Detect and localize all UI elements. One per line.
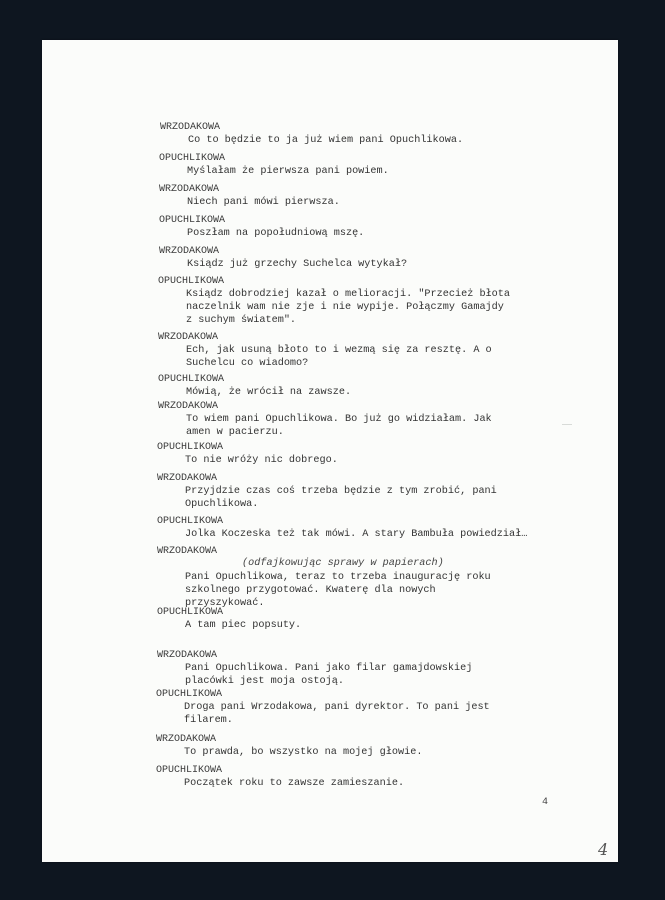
dialogue-text bbox=[185, 662, 472, 688]
dialogue-line: przyszykować. bbox=[185, 598, 265, 610]
dialogue-line: z suchym światem". bbox=[186, 315, 297, 327]
dialogue-line: filarem. bbox=[184, 715, 233, 727]
dialogue-line: Myślałam że pierwsza pani powiem. bbox=[187, 166, 389, 177]
dialogue-text bbox=[186, 344, 492, 370]
speaker-name: OPUCHLIKOWA bbox=[159, 215, 226, 226]
speaker-name: WRZODAKOWA bbox=[159, 184, 220, 195]
dialogue-text bbox=[185, 528, 527, 541]
dialogue-text bbox=[186, 413, 492, 439]
dialogue-line: Ksiądz dobrodziej kazał o melioracji. "Przecież błota bbox=[186, 289, 511, 300]
dialogue-text bbox=[186, 288, 510, 328]
dialogue-line: Ech, jak usuną błoto to i wezmą się za resztę. A o bbox=[186, 345, 492, 356]
dialogue-line: Pani Opuchlikowa. Pani jako filar gamajdowskiej bbox=[185, 663, 473, 674]
margin-tick bbox=[562, 424, 572, 425]
dialogue-text bbox=[185, 571, 491, 611]
speaker-name: WRZODAKOWA bbox=[156, 734, 217, 745]
speaker-name: OPUCHLIKOWA bbox=[156, 765, 223, 776]
dialogue-line: To wiem pani Opuchlikowa. Bo już go widziałam. Jak bbox=[186, 414, 492, 425]
dialogue-line: placówki jest moja ostoją. bbox=[185, 676, 344, 688]
dialogue-text bbox=[186, 386, 351, 399]
dialogue-line: szkolnego przygotować. Kwaterę dla nowych bbox=[185, 585, 436, 597]
dialogue-text bbox=[185, 454, 338, 467]
speaker-name: WRZODAKOWA bbox=[158, 401, 219, 412]
dialogue-line: Opuchlikowa. bbox=[185, 499, 259, 511]
dialogue-text bbox=[184, 701, 490, 727]
speaker-name: WRZODAKOWA bbox=[157, 546, 218, 557]
speaker-name: WRZODAKOWA bbox=[160, 122, 221, 133]
dialogue-line: Suchelcu co wiadomo? bbox=[186, 358, 309, 370]
dialogue-line: Początek roku to zawsze zamieszanie. bbox=[184, 778, 405, 789]
dialogue-line: Co to będzie to ja już wiem pani Opuchlikowa. bbox=[188, 135, 464, 146]
dialogue-line: Pani Opuchlikowa, teraz to trzeba inaugurację roku bbox=[185, 572, 491, 583]
dialogue-line: naczelnik wam nie zje i nie wypije. Połączmy Gamajdy bbox=[186, 302, 504, 314]
speaker-name: OPUCHLIKOWA bbox=[159, 153, 226, 164]
speaker-name: WRZODAKOWA bbox=[158, 332, 219, 343]
stage-direction: (odfajkowując sprawy w papierach) bbox=[242, 558, 444, 569]
dialogue-text bbox=[188, 134, 463, 147]
speaker-name: WRZODAKOWA bbox=[157, 473, 218, 484]
dialogue-text bbox=[187, 196, 340, 209]
dialogue-line: Przyjdzie czas coś trzeba będzie z tym zrobić, pani bbox=[185, 486, 497, 497]
dialogue-line: A tam piec popsuty. bbox=[185, 620, 302, 631]
dialogue-line: Droga pani Wrzodakowa, pani dyrektor. To pani jest bbox=[184, 702, 490, 713]
speaker-name: WRZODAKOWA bbox=[157, 650, 218, 661]
dialogue-line: Mówią, że wrócił na zawsze. bbox=[186, 387, 352, 398]
dialogue-line: amen w pacierzu. bbox=[186, 427, 284, 439]
dialogue-line: To nie wróży nic dobrego. bbox=[185, 455, 338, 466]
dialogue-text bbox=[185, 485, 497, 511]
page-number: 4 bbox=[542, 797, 549, 808]
dialogue-text bbox=[184, 746, 422, 759]
speaker-name: OPUCHLIKOWA bbox=[158, 374, 225, 385]
dialogue-line: Niech pani mówi pierwsza. bbox=[187, 197, 340, 208]
dialogue-line: Poszłam na popołudniową mszę. bbox=[187, 228, 365, 239]
handwritten-mark: 4 bbox=[598, 840, 609, 859]
speaker-name: OPUCHLIKOWA bbox=[156, 689, 223, 700]
dialogue-line: Jolka Koczeska też tak mówi. A stary Bambuła powiedział… bbox=[185, 529, 528, 540]
script-page bbox=[42, 40, 618, 862]
dialogue-line: Ksiądz już grzechy Suchelca wytykał? bbox=[187, 259, 408, 270]
dialogue-text bbox=[184, 777, 404, 790]
dialogue-text bbox=[187, 227, 364, 240]
dialogue-text bbox=[187, 165, 389, 178]
dialogue-text bbox=[187, 258, 407, 271]
speaker-name: OPUCHLIKOWA bbox=[158, 276, 225, 287]
speaker-name: OPUCHLIKOWA bbox=[157, 607, 224, 618]
dialogue-text bbox=[185, 619, 301, 632]
speaker-name: WRZODAKOWA bbox=[159, 246, 220, 257]
dialogue-line: To prawda, bo wszystko na mojej głowie. bbox=[184, 747, 423, 758]
speaker-name: OPUCHLIKOWA bbox=[157, 516, 224, 527]
speaker-name: OPUCHLIKOWA bbox=[157, 442, 224, 453]
